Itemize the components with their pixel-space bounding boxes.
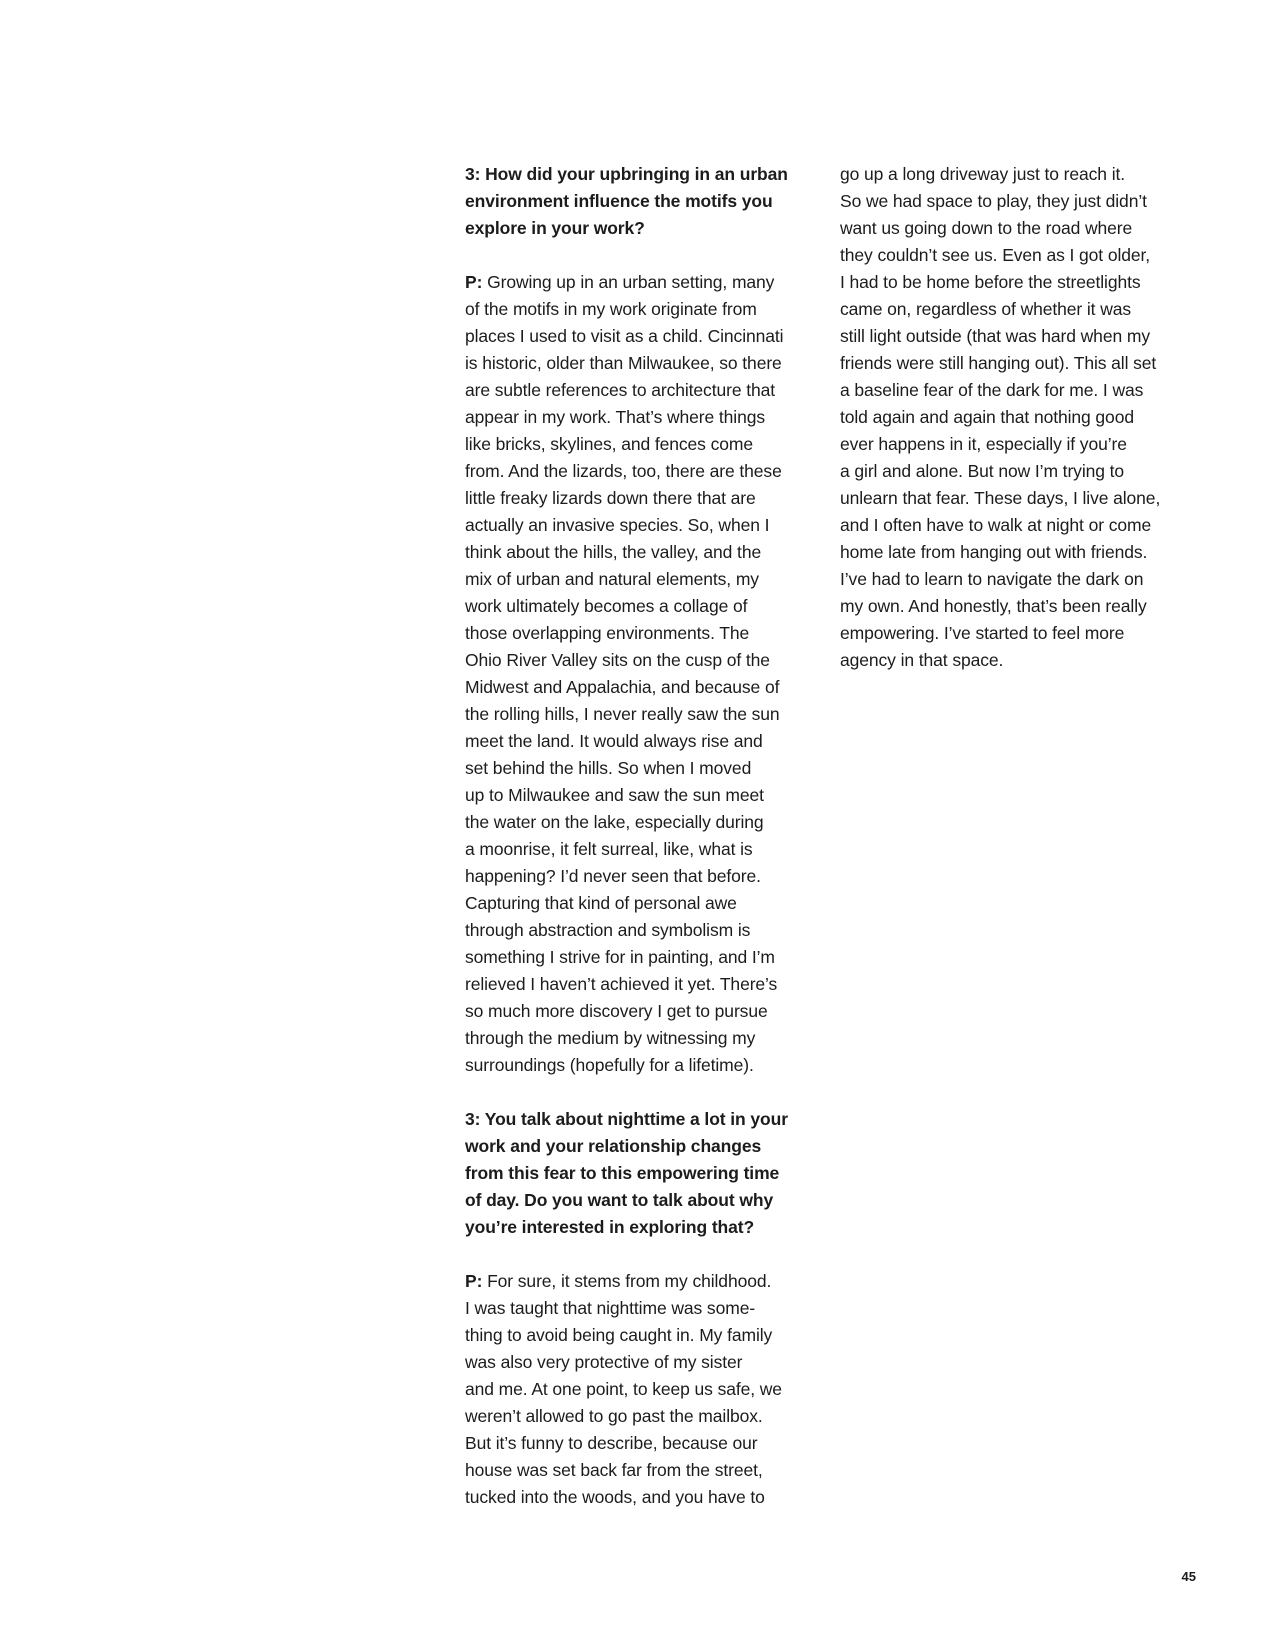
text-line: happening? I’d never seen that before.	[465, 866, 761, 886]
text-line: so much more discovery I get to pursue	[465, 1001, 768, 1021]
text-line: a moonrise, it felt surreal, like, what is	[465, 839, 753, 859]
text-line: through the medium by witnessing my	[465, 1028, 756, 1048]
text-line: ever happens in it, especially if you’re	[840, 434, 1127, 454]
speaker-label: P:	[465, 1271, 483, 1291]
text-line: they couldn’t see us. Even as I got older,	[840, 245, 1151, 265]
text-line: think about the hills, the valley, and the	[465, 542, 762, 562]
text-line: told again and again that nothing good	[840, 407, 1134, 427]
text-line: and me. At one point, to keep us safe, we	[465, 1379, 782, 1399]
text-line: thing to avoid being caught in. My family	[465, 1325, 773, 1345]
text-line: little freaky lizards down there that are	[465, 488, 756, 508]
text-line: mix of urban and natural elements, my	[465, 569, 759, 589]
text-line: is historic, older than Milwaukee, so there	[465, 353, 782, 373]
text-line: the water on the lake, especially during	[465, 812, 764, 832]
speaker-label: P:	[465, 272, 483, 292]
text-line: something I strive for in painting, and I’m	[465, 947, 775, 967]
text-line: of the motifs in my work originate from	[465, 299, 757, 319]
text-line: came on, regardless of whether it was	[840, 299, 1132, 319]
answer-1	[465, 269, 835, 1079]
text-line: So we had space to play, they just didn’t	[840, 191, 1147, 211]
text-line: I was taught that nighttime was some-	[465, 1298, 756, 1318]
text-line: set behind the hills. So when I moved	[465, 758, 752, 778]
right-column	[840, 161, 1200, 674]
text-line: tucked into the woods, and you have to	[465, 1487, 765, 1507]
text-line: my own. And honestly, that’s been really	[840, 596, 1147, 616]
text-line: 3: You talk about nighttime a lot in your	[465, 1109, 788, 1129]
text-line: meet the land. It would always rise and	[465, 731, 763, 751]
text-line: environment influence the motifs you	[465, 191, 773, 211]
answer-1-first-line: P: Growing up in an urban setting, many	[465, 272, 775, 292]
text-line: like bricks, skylines, and fences come	[465, 434, 753, 454]
text-line: a baseline fear of the dark for me. I was	[840, 380, 1144, 400]
text-line: Capturing that kind of personal awe	[465, 893, 737, 913]
text-line: 3: How did your upbringing in an urban	[465, 164, 788, 184]
text-line: explore in your work?	[465, 218, 645, 238]
text-line: through abstraction and symbolism is	[465, 920, 751, 940]
text-line: want us going down to the road where	[840, 218, 1133, 238]
answer-2-continued	[840, 161, 1200, 674]
text-line: the rolling hills, I never really saw the sun	[465, 704, 780, 724]
text-line: friends were still hanging out). This all set	[840, 353, 1157, 373]
text-line: unlearn that fear. These days, I live alone,	[840, 488, 1161, 508]
text-line: But it’s funny to describe, because our	[465, 1433, 758, 1453]
text-line: Ohio River Valley sits on the cusp of the	[465, 650, 770, 670]
text-line: agency in that space.	[840, 650, 1004, 670]
left-column	[465, 161, 835, 1511]
answer-2	[465, 1268, 835, 1511]
text-line: those overlapping environments. The	[465, 623, 750, 643]
page-number: 45	[1181, 1569, 1196, 1584]
text-line: work and your relationship changes	[465, 1136, 762, 1156]
text-line: I had to be home before the streetlights	[840, 272, 1141, 292]
text-line: weren’t allowed to go past the mailbox.	[465, 1406, 763, 1426]
question-2	[465, 1106, 835, 1241]
text-line: from. And the lizards, too, there are these	[465, 461, 782, 481]
text-line: house was set back far from the street,	[465, 1460, 763, 1480]
text-line: are subtle references to architecture that	[465, 380, 775, 400]
text-line: empowering. I’ve started to feel more	[840, 623, 1125, 643]
text-line: home late from hanging out with friends.	[840, 542, 1148, 562]
text-line: I’ve had to learn to navigate the dark on	[840, 569, 1144, 589]
text-line: surroundings (hopefully for a lifetime).	[465, 1055, 754, 1075]
text-line: actually an invasive species. So, when I	[465, 515, 770, 535]
text-line: and I often have to walk at night or come	[840, 515, 1152, 535]
text-line: was also very protective of my sister	[465, 1352, 743, 1372]
question-1	[465, 161, 835, 242]
text-line: relieved I haven’t achieved it yet. There’s	[465, 974, 778, 994]
text-line: still light outside (that was hard when my	[840, 326, 1150, 346]
text-line: work ultimately becomes a collage of	[465, 596, 748, 616]
text-line: go up a long driveway just to reach it.	[840, 164, 1126, 184]
text-line: of day. Do you want to talk about why	[465, 1190, 774, 1210]
text-line: Midwest and Appalachia, and because of	[465, 677, 780, 697]
text-line: from this fear to this empowering time	[465, 1163, 780, 1183]
text-line: a girl and alone. But now I’m trying to	[840, 461, 1125, 481]
text-line: appear in my work. That’s where things	[465, 407, 766, 427]
answer-2-first-line: P: For sure, it stems from my childhood.	[465, 1271, 772, 1291]
text-line: you’re interested in exploring that?	[465, 1217, 755, 1237]
text-line: places I used to visit as a child. Cincinnati	[465, 326, 784, 346]
text-line: up to Milwaukee and saw the sun meet	[465, 785, 764, 805]
